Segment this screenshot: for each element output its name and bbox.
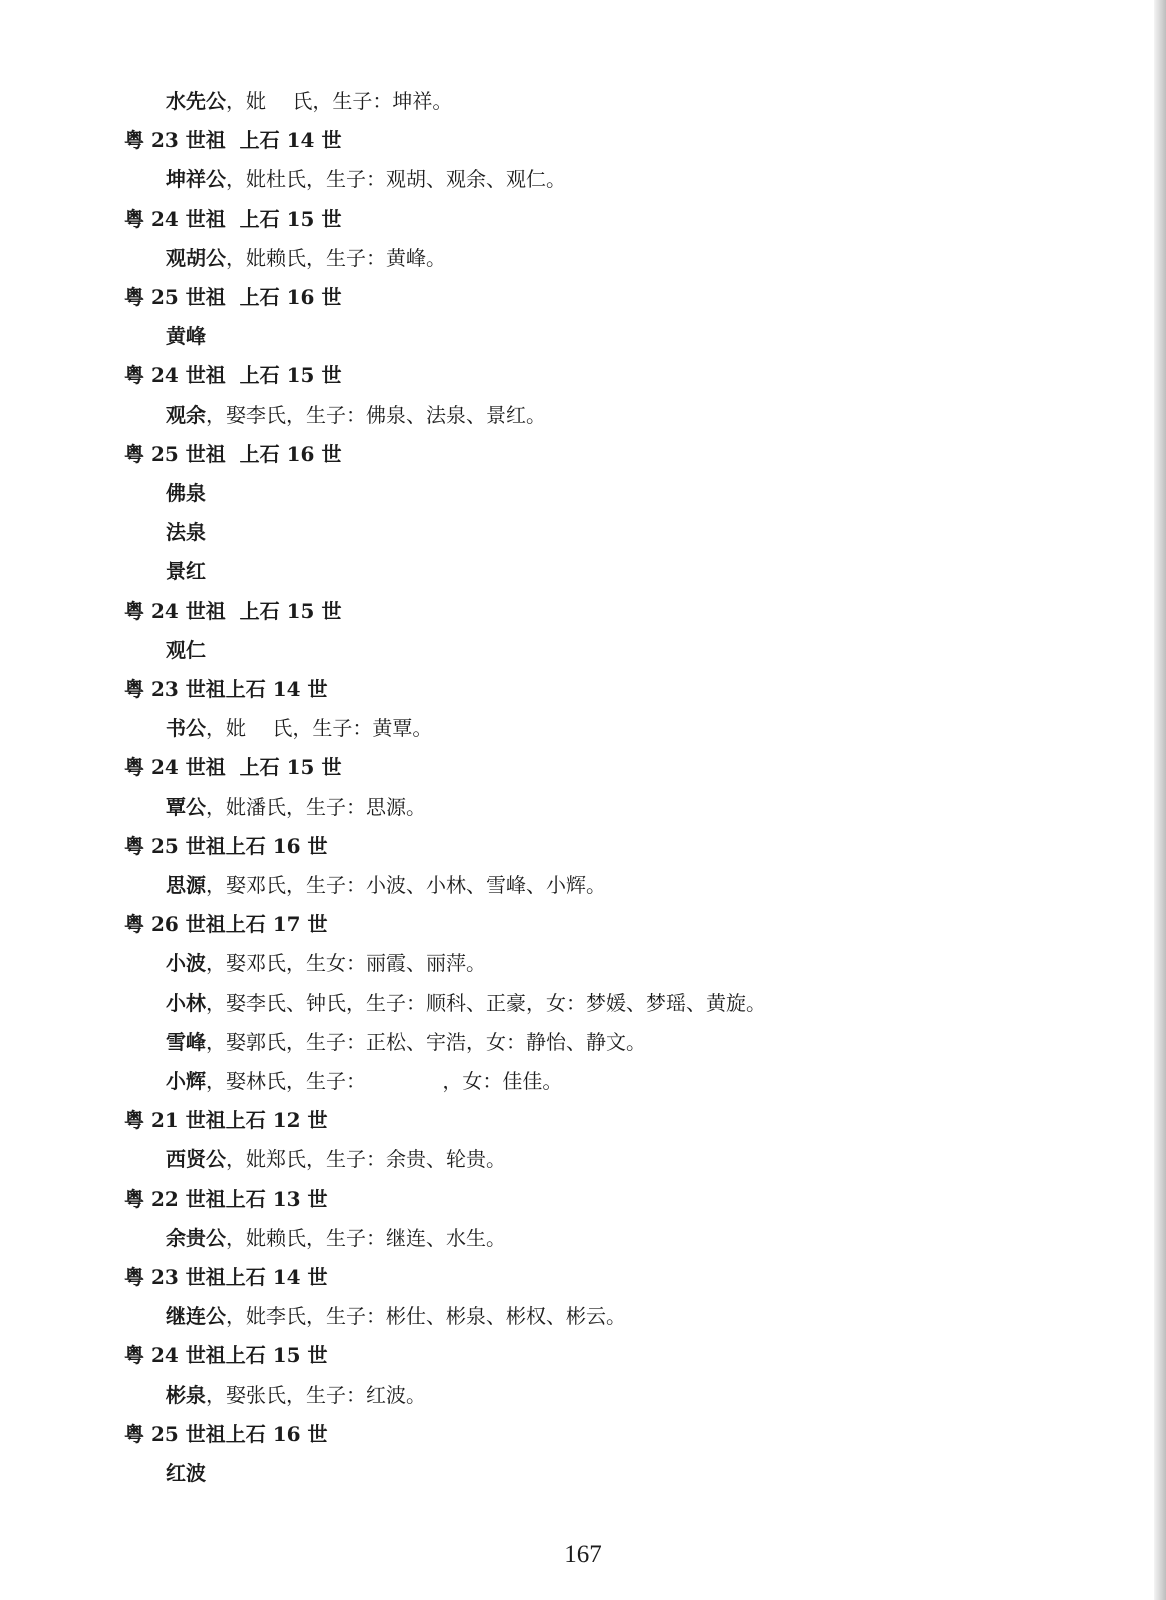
person-entry bbox=[166, 637, 206, 663]
person-name: 观余 bbox=[166, 403, 206, 427]
generation-heading: 粤 22 世祖上石 13 世 bbox=[124, 1187, 328, 1211]
generation-heading: 粤 21 世祖上石 12 世 bbox=[124, 1108, 328, 1132]
person-name: 思源 bbox=[166, 873, 206, 897]
person-details: ，娶李氏、钟氏，生子：顺科、正豪，女：梦媛、梦瑶、黄旋。 bbox=[206, 991, 766, 1015]
person-entry bbox=[166, 794, 426, 820]
person-entry bbox=[166, 715, 432, 741]
person-details: ，妣潘氏，生子：思源。 bbox=[206, 795, 426, 819]
person-entry bbox=[166, 519, 206, 545]
person-entry bbox=[166, 1382, 426, 1408]
person-details: ，娶张氏，生子：红波。 bbox=[206, 1383, 426, 1407]
person-details: ，妣郑氏，生子：余贵、轮贵。 bbox=[226, 1147, 506, 1171]
person-details: ，妣赖氏，生子：黄峰。 bbox=[226, 246, 446, 270]
person-details: ，妣杜氏，生子：观胡、观余、观仁。 bbox=[226, 167, 566, 191]
person-entry bbox=[166, 1029, 646, 1055]
person-entry bbox=[166, 1068, 562, 1094]
person-entry bbox=[166, 245, 446, 271]
person-name: 观仁 bbox=[166, 638, 206, 662]
person-details: ，妣 氏，生子：坤祥。 bbox=[226, 89, 453, 113]
person-entry bbox=[166, 1225, 506, 1251]
person-entry bbox=[166, 480, 206, 506]
person-entry bbox=[166, 88, 452, 114]
generation-heading: 粤 23 世祖上石 14 世 bbox=[124, 677, 328, 701]
person-name: 覃公 bbox=[166, 795, 206, 819]
generation-heading: 粤 24 世祖上石 15 世 bbox=[124, 1343, 328, 1367]
person-name: 水先公 bbox=[166, 89, 226, 113]
person-details: ，娶林氏，生子： ，女：佳佳。 bbox=[206, 1069, 563, 1093]
person-entry bbox=[166, 1460, 206, 1486]
person-details: ，娶郭氏，生子：正松、宇浩，女：静怡、静文。 bbox=[206, 1030, 646, 1054]
person-entry bbox=[166, 950, 486, 976]
person-entry bbox=[166, 166, 566, 192]
person-details: ，妣李氏，生子：彬仕、彬泉、彬权、彬云。 bbox=[226, 1304, 626, 1328]
person-name: 观胡公 bbox=[166, 246, 226, 270]
person-name: 佛泉 bbox=[166, 481, 206, 505]
page-number: 167 bbox=[564, 1541, 602, 1568]
person-entry bbox=[166, 1146, 506, 1172]
person-entry bbox=[166, 990, 766, 1016]
page-edge-shadow bbox=[1154, 0, 1166, 1600]
generation-heading: 粤 23 世祖上石 14 世 bbox=[124, 1265, 328, 1289]
person-details: ，娶邓氏，生子：小波、小林、雪峰、小辉。 bbox=[206, 873, 606, 897]
person-name: 小林 bbox=[166, 991, 206, 1015]
person-name: 小波 bbox=[166, 951, 206, 975]
person-entry bbox=[166, 323, 206, 349]
person-name: 红波 bbox=[166, 1461, 206, 1485]
person-name: 景红 bbox=[166, 559, 206, 583]
person-name: 西贤公 bbox=[166, 1147, 226, 1171]
person-name: 坤祥公 bbox=[166, 167, 226, 191]
person-entry bbox=[166, 402, 546, 428]
person-name: 小辉 bbox=[166, 1069, 206, 1093]
generation-heading: 粤 24 世祖 上石 15 世 bbox=[124, 363, 342, 387]
person-name: 继连公 bbox=[166, 1304, 226, 1328]
person-details: ，妣 氏，生子：黄覃。 bbox=[206, 716, 433, 740]
person-entry bbox=[166, 1303, 626, 1329]
person-details: ，娶李氏，生子：佛泉、法泉、景红。 bbox=[206, 403, 546, 427]
person-entry bbox=[166, 558, 206, 584]
generation-heading: 粤 25 世祖 上石 16 世 bbox=[124, 285, 342, 309]
person-details: ，娶邓氏，生女：丽霞、丽萍。 bbox=[206, 951, 486, 975]
person-name: 雪峰 bbox=[166, 1030, 206, 1054]
generation-heading: 粤 25 世祖上石 16 世 bbox=[124, 834, 328, 858]
generation-heading: 粤 24 世祖 上石 15 世 bbox=[124, 207, 342, 231]
generation-heading: 粤 24 世祖 上石 15 世 bbox=[124, 599, 342, 623]
generation-heading: 粤 26 世祖上石 17 世 bbox=[124, 912, 328, 936]
person-entry bbox=[166, 872, 606, 898]
person-name: 彬泉 bbox=[166, 1383, 206, 1407]
generation-heading: 粤 25 世祖上石 16 世 bbox=[124, 1422, 328, 1446]
person-details: ，妣赖氏，生子：继连、水生。 bbox=[226, 1226, 506, 1250]
person-name: 法泉 bbox=[166, 520, 206, 544]
generation-heading: 粤 23 世祖 上石 14 世 bbox=[124, 128, 342, 152]
generation-heading: 粤 25 世祖 上石 16 世 bbox=[124, 442, 342, 466]
person-name: 余贵公 bbox=[166, 1226, 226, 1250]
person-name: 书公 bbox=[166, 716, 206, 740]
person-name: 黄峰 bbox=[166, 324, 206, 348]
generation-heading: 粤 24 世祖 上石 15 世 bbox=[124, 755, 342, 779]
